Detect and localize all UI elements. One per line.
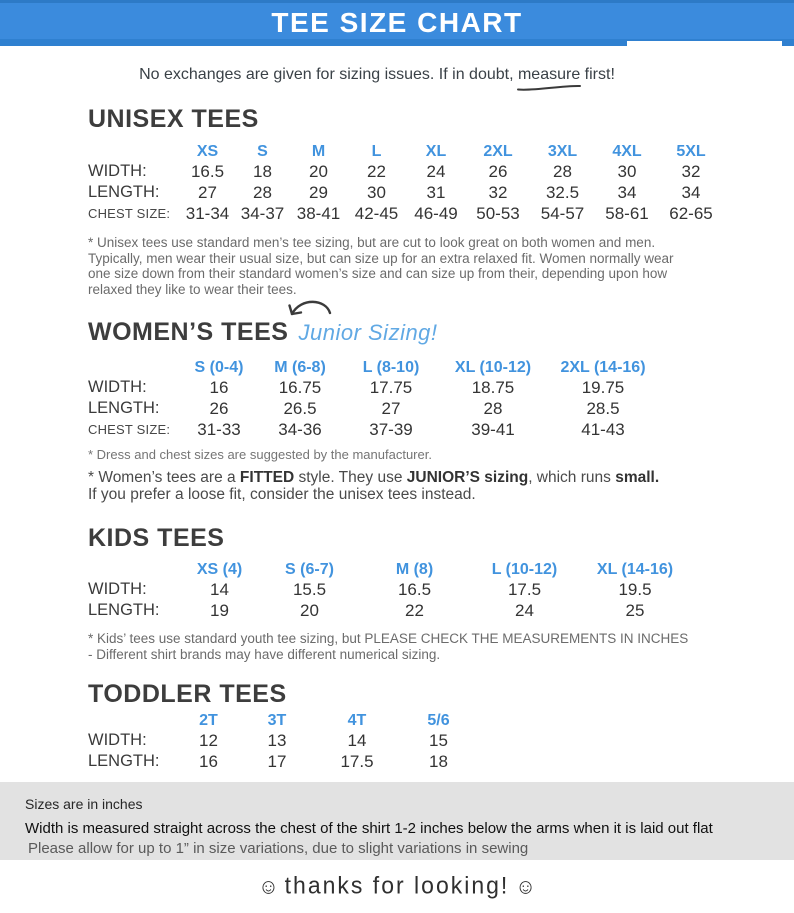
col-header: L (8-10) [362, 359, 420, 376]
size-value: 18 [429, 752, 448, 771]
col-header: 5/6 [427, 712, 450, 729]
toddler-size-table [88, 711, 770, 772]
junior-sizing-label: Junior Sizing! [298, 320, 438, 345]
womens-heading-row [88, 319, 770, 346]
kids-heading: KIDS TEES [88, 524, 225, 552]
col-header: XS (4) [196, 561, 243, 578]
size-value: 14 [210, 580, 229, 599]
size-value: 31-33 [197, 420, 241, 439]
col-header: XL (10-12) [454, 359, 532, 376]
size-value: 34-36 [278, 420, 322, 439]
col-header: XS [196, 143, 219, 160]
size-value: 28.5 [586, 399, 620, 418]
size-value: 30 [617, 162, 637, 181]
col-header: S [257, 143, 268, 160]
size-value: 17.5 [507, 580, 542, 599]
size-value: 32.5 [545, 183, 580, 202]
corner-cell [88, 711, 180, 730]
size-value: 16.5 [397, 580, 432, 599]
footnote-line: Typically, men wear their usual size, but can size up for an extra relaxed fit. Women normally wear [88, 250, 674, 266]
size-value: 31-34 [185, 204, 230, 223]
womens-manufacturer-note: * Dress and chest sizes are suggested by the manufacturer. [88, 447, 432, 462]
row-label: CHEST SIZE: [88, 206, 171, 221]
row-label: WIDTH: [88, 580, 147, 598]
corner-cell [88, 142, 180, 161]
chart-content [0, 106, 794, 772]
size-value: 26 [209, 399, 229, 418]
size-value: 28 [483, 399, 503, 418]
thanks-text: thanks for looking! [284, 871, 510, 899]
size-value: 15 [429, 731, 448, 750]
row-label: LENGTH: [88, 752, 160, 770]
size-value: 38-41 [296, 204, 341, 223]
size-value: 28 [253, 183, 272, 202]
size-value: 12 [199, 731, 218, 750]
row-label: LENGTH: [88, 601, 160, 619]
size-value: 31 [426, 183, 446, 202]
footnote-line: * Unisex tees use standard men’s tee sizing, but are cut to look great on both women and men. [88, 235, 656, 250]
size-value: 50-53 [476, 204, 520, 223]
size-value: 17.5 [340, 752, 374, 771]
size-value: 41-43 [581, 420, 625, 439]
size-value: 20 [300, 601, 319, 620]
size-value: 25 [625, 601, 645, 620]
size-value: 16 [199, 752, 218, 771]
size-value: 32 [488, 183, 508, 202]
corner-cell [88, 358, 180, 377]
junior-sizing-annotation [298, 320, 437, 346]
col-header: S (6-7) [285, 561, 334, 578]
note-size-variation: Please allow for up to 1” in size variations, due to slight variations in sewing [28, 840, 529, 857]
col-header: 2XL [483, 143, 513, 160]
unisex-size-table [88, 142, 770, 224]
footnote-line: * Kids’ tees use standard youth tee sizing, but PLEASE CHECK THE MEASUREMENTS IN INCHES [88, 631, 689, 646]
col-header: M [311, 143, 326, 160]
size-value: 34 [617, 183, 637, 202]
row-label: WIDTH: [88, 162, 147, 180]
kids-size-table [88, 560, 770, 621]
curved-arrow-icon [284, 296, 338, 326]
toddler-heading: TODDLER TEES [88, 680, 287, 708]
size-value: 32 [681, 162, 701, 181]
col-header: 5XL [676, 143, 706, 160]
size-value: 22 [405, 601, 424, 620]
size-value: 13 [267, 731, 287, 750]
measure-word: measure [518, 66, 580, 84]
row-label: LENGTH: [88, 183, 160, 201]
size-value: 30 [367, 183, 386, 202]
size-value: 29 [309, 183, 328, 202]
note-sizes-in-inches: Sizes are in inches [25, 796, 143, 812]
size-value: 26 [488, 162, 508, 181]
footnote-line: one size down from their standard women’s size and can size up from their, depending upon how [88, 266, 668, 281]
header-notch [627, 41, 782, 46]
size-value: 26.5 [283, 399, 317, 418]
row-label: CHEST SIZE: [88, 422, 171, 437]
size-value: 37-39 [369, 420, 413, 439]
size-value: 16.5 [190, 162, 225, 181]
size-value: 58-61 [605, 204, 649, 223]
womens-fit-note [88, 470, 770, 503]
unisex-footnote [88, 235, 770, 297]
size-value: 19.5 [618, 580, 652, 599]
womens-size-table [88, 358, 770, 440]
col-header: 2T [199, 712, 218, 729]
col-header: 3T [267, 712, 287, 729]
size-value: 34-37 [240, 204, 285, 223]
size-value: 14 [347, 731, 367, 750]
col-header: M (8) [395, 561, 434, 578]
header-bar [0, 0, 794, 46]
size-value: 19.75 [581, 378, 625, 397]
measurement-notes-box [0, 782, 794, 860]
size-value: 24 [515, 601, 534, 620]
size-value: 62-65 [669, 204, 713, 223]
unisex-heading: UNISEX TEES [88, 105, 259, 133]
size-value: 18.75 [471, 378, 515, 397]
col-header: M (6-8) [274, 359, 326, 376]
col-header: 2XL (14-16) [560, 359, 646, 376]
size-value: 39-41 [471, 420, 515, 439]
footnote-line: - Different shirt brands may have different numerical sizing. [88, 647, 441, 662]
col-header: S (0-4) [194, 359, 244, 376]
size-value: 17.75 [369, 378, 413, 397]
col-header: XL [425, 143, 447, 160]
size-value: 16 [209, 378, 229, 397]
size-value: 24 [426, 162, 446, 181]
size-value: 16.75 [278, 378, 322, 397]
size-value: 27 [381, 399, 401, 418]
footnote-line: relaxed they like to wear their tees. [88, 281, 297, 297]
size-value: 34 [681, 183, 701, 202]
fit-note-line2: If you prefer a loose fit, consider the unisex tees instead. [88, 485, 476, 503]
col-header: 4T [347, 712, 367, 729]
smiley-icon: ☺ [258, 875, 279, 899]
fit-note-line1: * Women’s tees are a FITTED style. They use JUNIOR’S sizing, which runs small. [88, 469, 660, 486]
notice-text-before: No exchanges are given for sizing issues. If in doubt, [139, 66, 518, 83]
corner-cell [88, 560, 180, 579]
size-value: 19 [210, 601, 229, 620]
col-header: L [371, 143, 382, 160]
note-width-measurement: Width is measured straight across the chest of the shirt 1-2 inches below the arms when it is laid out flat [25, 820, 713, 837]
size-value: 27 [198, 183, 217, 202]
exchange-notice [0, 66, 774, 84]
size-value: 17 [267, 752, 287, 771]
smiley-icon: ☺ [515, 875, 536, 899]
size-value: 20 [309, 162, 328, 181]
underline-swoosh-icon [516, 83, 582, 92]
size-value: 22 [367, 162, 386, 181]
col-header: 4XL [612, 143, 642, 160]
col-header: 3XL [547, 143, 578, 160]
page-title: TEE SIZE CHART [271, 7, 523, 38]
thanks-line [0, 871, 794, 899]
kids-footnote [88, 631, 770, 663]
notice-text-after: first! [580, 66, 615, 83]
row-label: WIDTH: [88, 731, 147, 749]
col-header: XL (14-16) [596, 561, 674, 578]
col-header: L (10-12) [491, 561, 558, 578]
size-value: 54-57 [540, 204, 585, 223]
row-label: WIDTH: [88, 378, 147, 396]
size-value: 42-45 [354, 204, 399, 223]
size-value: 18 [253, 162, 272, 181]
womens-heading: WOMEN’S TEES [88, 318, 289, 346]
row-label: LENGTH: [88, 399, 160, 417]
size-value: 15.5 [292, 580, 327, 599]
size-value: 46-49 [414, 204, 458, 223]
size-value: 28 [553, 162, 572, 181]
